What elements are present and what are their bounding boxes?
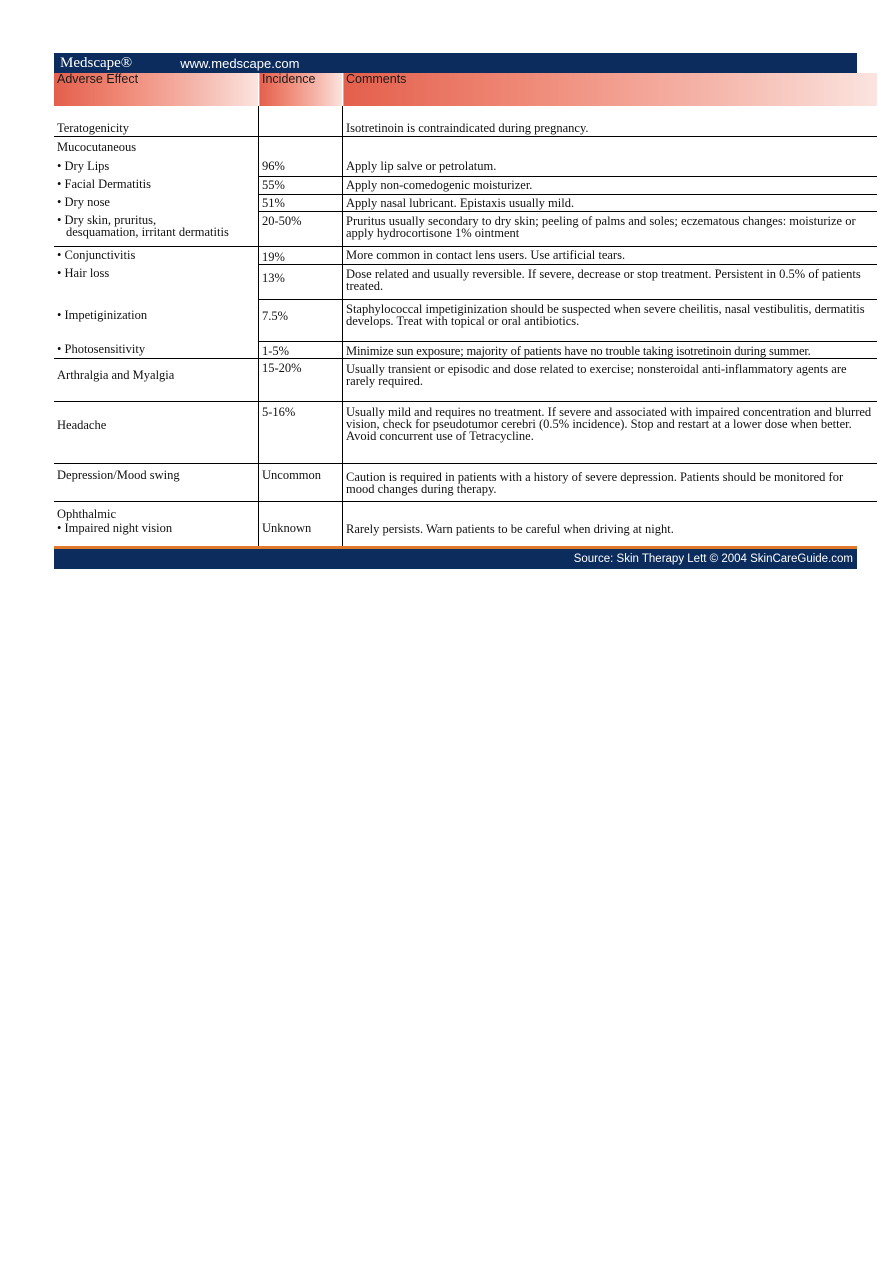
table-row [54,341,877,359]
table-row [54,247,877,265]
cell-comment [343,137,878,157]
column-header-comments: Comments [343,73,878,106]
cell-effect: Teratogenicity [54,106,259,137]
table-row [54,299,877,341]
cell-incidence: 7.5% [259,299,343,341]
table-row [54,464,877,502]
effect-line-1: • Dry skin, pruritus, [57,213,157,227]
cell-effect [54,211,259,247]
table-row [54,402,877,464]
cell-effect: • Dry Lips [57,159,110,173]
cell-comment: Apply lip salve or petrolatum. [343,156,878,176]
table-header-row [54,73,877,106]
effect-line-2: desquamation, irritant dermatitis [66,225,229,239]
cell-incidence: 51% [259,194,343,211]
cell-effect: • Impetiginization [57,308,148,322]
effect-line-2: • Impaired night vision [57,521,173,535]
cell-comment: Rarely persists. Warn patients to be careful when driving at night. [343,502,878,547]
column-header-adverse-effect: Adverse Effect [54,73,259,106]
adverse-effects-table [54,73,877,546]
cell-incidence: Uncommon [259,464,343,502]
cell-comment: Staphylococcal impetiginization should be suspected when severe cheilitis, nasal vestibulitis, dermatitis develops. Treat with topical or oral antibiotics. [343,299,878,341]
cell-comment: Usually transient or episodic and dose related to exercise; nonsteroidal anti-inflammatory agents are rarely required. [343,359,878,402]
header-url[interactable]: www.medscape.com [180,55,300,71]
cell-comment: Dose related and usually reversible. If severe, decrease or stop treatment. Persistent in 0.5% of patients treated. [343,264,878,299]
table-row [54,502,877,547]
cell-effect: • Facial Dermatitis [57,177,151,191]
table-row [54,106,877,137]
table-row [54,137,877,157]
table-row [54,264,877,299]
cell-comment: Apply nasal lubricant. Epistaxis usually mild. [343,194,878,211]
cell-effect: • Hair loss [57,266,110,280]
cell-effect: Depression/Mood swing [54,464,259,502]
cell-incidence: 20-50% [259,211,343,247]
cell-comment: Isotretinoin is contraindicated during pregnancy. [343,106,878,137]
table-row [54,211,877,247]
cell-incidence: 13% [259,264,343,299]
cell-effect: • Dry nose [57,195,110,209]
cell-comment: Apply non-comedogenic moisturizer. [343,176,878,194]
cell-incidence: 5-16% [259,402,343,464]
table-row [54,359,877,402]
adverse-effects-document [54,53,872,569]
cell-incidence: 55% [259,176,343,194]
cell-incidence: Unknown [259,502,343,547]
table-row [54,156,877,176]
cell-incidence: 19% [259,247,343,265]
cell-comment: More common in contact lens users. Use artificial tears. [343,247,878,265]
table-row [54,194,877,211]
medscape-logo: Medscape® [60,54,133,71]
cell-incidence [259,106,343,137]
cell-effect: • Photosensitivity [54,341,259,359]
cell-effect [54,502,259,547]
cell-effect: Headache [54,402,259,464]
cell-effect: Mucocutaneous [57,140,137,154]
footer-bar [54,546,857,569]
cell-effect: Arthralgia and Myalgia [54,359,259,402]
cell-comment: Pruritus usually secondary to dry skin; peeling of palms and soles; eczematous changes: moisturize or apply hydrocortisone 1% ointment [343,211,878,247]
cell-incidence: 15-20% [259,359,343,402]
cell-comment: Usually mild and requires no treatment. If severe and associated with impaired concentration and blurred vision, check for pseudotumor cerebri (0.5% incidence). Stop and restart at a lower dose when better. Avoid concurrent use of Tetracycline. [343,402,878,464]
cell-incidence: 96% [259,156,343,176]
effect-line-1: Ophthalmic [57,507,117,521]
cell-comment: Minimize sun exposure; majority of patients have no trouble taking isotretinoin during summer. [343,341,878,359]
cell-comment: Caution is required in patients with a history of severe depression. Patients should be monitored for mood changes during therapy. [343,464,878,502]
cell-effect: • Conjunctivitis [57,248,136,262]
cell-incidence: 1-5% [259,341,343,359]
table-row [54,176,877,194]
header-bar [54,53,857,73]
cell-incidence [259,137,343,157]
source-credit: Source: Skin Therapy Lett © 2004 SkinCareGuide.com [573,553,853,565]
column-header-incidence: Incidence [259,73,343,106]
